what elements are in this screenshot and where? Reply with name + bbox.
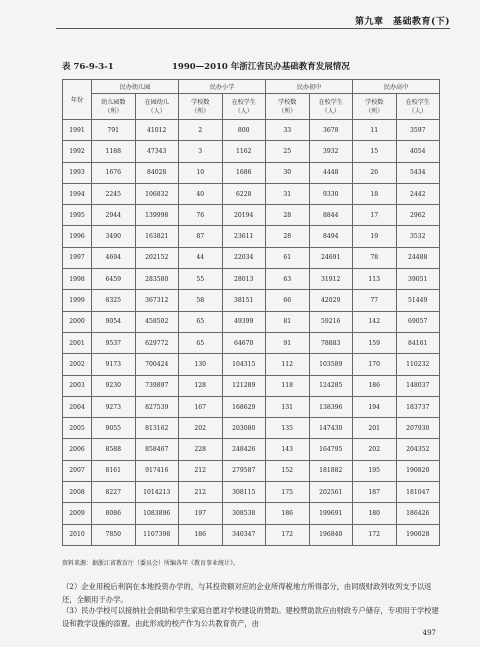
table-cell: 186426 (396, 503, 440, 524)
table-cell: 172 (353, 524, 397, 545)
table-cell: 6228 (222, 183, 266, 204)
table-cell: 33 (266, 120, 310, 141)
table-cell: 61 (266, 247, 310, 268)
table-cell: 112 (266, 354, 310, 375)
table-cell: 3678 (309, 120, 353, 141)
table-cell: 84028 (135, 162, 179, 183)
table-cell: 2245 (92, 183, 136, 204)
table-cell: 51449 (396, 290, 440, 311)
table-row (63, 311, 440, 332)
table-cell: 91 (266, 332, 310, 353)
table-cell: 19 (353, 226, 397, 247)
table-row (63, 439, 440, 460)
table-cell: 4694 (92, 247, 136, 268)
chapter-header: 第九章 基础教育(下) (354, 17, 450, 27)
table-cell: 172 (266, 524, 310, 545)
table-cell: 24488 (396, 247, 440, 268)
header-rule (56, 28, 450, 29)
table-cell: 11 (353, 120, 397, 141)
table-row (63, 290, 440, 311)
table-cell: 64670 (222, 332, 266, 353)
table-cell: 197 (179, 503, 223, 524)
table-cell: 139998 (135, 205, 179, 226)
table-cell: 186 (353, 375, 397, 396)
table-cell: 212 (179, 460, 223, 481)
table-cell: 800 (222, 120, 266, 141)
column-header: 学校数 （所） (179, 94, 223, 120)
table-cell: 7850 (92, 524, 136, 545)
table-cell: 183737 (396, 396, 440, 417)
table-cell: 77 (353, 290, 397, 311)
table-cell: 201 (353, 418, 397, 439)
table-cell: 30 (266, 162, 310, 183)
year-cell: 2002 (63, 354, 92, 375)
table-row (63, 503, 440, 524)
year-cell: 2005 (63, 418, 92, 439)
table-cell: 49399 (222, 311, 266, 332)
table-cell: 207930 (396, 418, 440, 439)
table-cell: 31912 (309, 269, 353, 290)
table-cell: 3597 (396, 120, 440, 141)
table-cell: 135 (266, 418, 310, 439)
table-cell: 130 (179, 354, 223, 375)
table-row (63, 482, 440, 503)
table-cell: 138396 (309, 396, 353, 417)
table-cell: 195 (353, 460, 397, 481)
year-cell: 2004 (63, 396, 92, 417)
table-cell: 175 (266, 482, 310, 503)
table-cell: 458502 (135, 311, 179, 332)
table-cell: 69057 (396, 311, 440, 332)
table-cell: 81 (266, 311, 310, 332)
table-cell: 65 (179, 311, 223, 332)
table-cell: 76 (179, 205, 223, 226)
table-cell: 15 (353, 141, 397, 162)
table-cell: 248426 (222, 439, 266, 460)
table-cell: 1107398 (135, 524, 179, 545)
table-cell: 917416 (135, 460, 179, 481)
table-row (63, 460, 440, 481)
table-cell: 55 (179, 269, 223, 290)
table-cell: 187 (353, 482, 397, 503)
table-row (63, 205, 440, 226)
table-cell: 143 (266, 439, 310, 460)
table-cell: 8494 (309, 226, 353, 247)
table-cell: 124285 (309, 375, 353, 396)
table-row (63, 226, 440, 247)
table-cell: 31 (266, 183, 310, 204)
table-cell: 739897 (135, 375, 179, 396)
table-row (63, 120, 440, 141)
table-cell: 18 (353, 183, 397, 204)
table-cell: 63 (266, 269, 310, 290)
table-row (63, 524, 440, 545)
table-cell: 858467 (135, 439, 179, 460)
table-cell: 181047 (396, 482, 440, 503)
table-cell: 20194 (222, 205, 266, 226)
table-cell: 202152 (135, 247, 179, 268)
table-cell: 28 (266, 226, 310, 247)
table-cell: 163821 (135, 226, 179, 247)
table-cell: 3532 (396, 226, 440, 247)
table-cell: 110232 (396, 354, 440, 375)
table-cell: 1188 (92, 141, 136, 162)
year-cell: 1994 (63, 183, 92, 204)
column-header: 学校数 （所） (266, 94, 310, 120)
table-cell: 4054 (396, 141, 440, 162)
table-cell: 128 (179, 375, 223, 396)
table-cell: 167 (179, 396, 223, 417)
table-row (63, 418, 440, 439)
year-cell: 1996 (63, 226, 92, 247)
year-cell: 2001 (63, 332, 92, 353)
table-cell: 26 (353, 162, 397, 183)
year-cell: 2010 (63, 524, 92, 545)
table-cell: 1162 (222, 141, 266, 162)
table-cell: 1014213 (135, 482, 179, 503)
year-cell: 2007 (63, 460, 92, 481)
table-cell: 47343 (135, 141, 179, 162)
group-header: 民办小学 (179, 80, 266, 94)
body-paragraph: （3）民办学校可以接纳社会捐助和学生家庭自愿对学校建设的赞助。建校赞助款应由财政专户储存，专项用于学校建设和教学设施的添置。由此形成的校产作为公共教育资产，由 (62, 606, 439, 628)
table-number: 表 76-9-3-1 (62, 62, 114, 72)
table-cell: 3932 (309, 141, 353, 162)
table-cell: 87 (179, 226, 223, 247)
table-cell: 186 (179, 524, 223, 545)
table-cell: 66 (266, 290, 310, 311)
table-cell: 113 (353, 269, 397, 290)
year-cell: 1998 (63, 269, 92, 290)
table-cell: 78883 (309, 332, 353, 353)
table-cell: 28013 (222, 269, 266, 290)
table-cell: 186 (266, 503, 310, 524)
table-cell: 9537 (92, 332, 136, 353)
year-cell: 1999 (63, 290, 92, 311)
table-title: 1990—2010 年浙江省民办基础教育发展情况 (172, 62, 350, 72)
column-header: 在园幼儿 （人） (135, 94, 179, 120)
page-number: 497 (422, 629, 436, 637)
table-row (63, 162, 440, 183)
table-row (63, 183, 440, 204)
table-cell: 106832 (135, 183, 179, 204)
table-row (63, 396, 440, 417)
table-cell: 202 (353, 439, 397, 460)
table-cell: 84161 (396, 332, 440, 353)
table-cell: 148037 (396, 375, 440, 396)
table-cell: 1676 (92, 162, 136, 183)
table-cell: 118 (266, 375, 310, 396)
table-cell: 202 (179, 418, 223, 439)
table-cell: 17 (353, 205, 397, 226)
table-cell: 42029 (309, 290, 353, 311)
table-cell: 121289 (222, 375, 266, 396)
table-cell: 9055 (92, 418, 136, 439)
table-cell: 8844 (309, 205, 353, 226)
table-cell: 367312 (135, 290, 179, 311)
table-cell: 279587 (222, 460, 266, 481)
table-cell: 142 (353, 311, 397, 332)
table-cell: 164795 (309, 439, 353, 460)
table-cell: 203080 (222, 418, 266, 439)
table-cell: 59216 (309, 311, 353, 332)
year-cell: 2003 (63, 375, 92, 396)
table-cell: 4448 (309, 162, 353, 183)
table-cell: 38151 (222, 290, 266, 311)
table-cell: 9273 (92, 396, 136, 417)
table-cell: 8325 (92, 290, 136, 311)
table-cell: 10 (179, 162, 223, 183)
group-header: 民办幼儿园 (92, 80, 179, 94)
table-cell: 181882 (309, 460, 353, 481)
table-cell: 9054 (92, 311, 136, 332)
table-row (63, 247, 440, 268)
table-cell: 104315 (222, 354, 266, 375)
table-cell: 308538 (222, 503, 266, 524)
table-cell: 1083896 (135, 503, 179, 524)
table-cell: 3 (179, 141, 223, 162)
table-cell: 23611 (222, 226, 266, 247)
year-cell: 1993 (63, 162, 92, 183)
table-cell: 65 (179, 332, 223, 353)
table-cell: 6459 (92, 269, 136, 290)
table-cell: 308115 (222, 482, 266, 503)
year-cell: 1992 (63, 141, 92, 162)
year-cell: 2006 (63, 439, 92, 460)
table-cell: 813162 (135, 418, 179, 439)
column-header: 幼儿园数 （所） (92, 94, 136, 120)
year-cell: 1991 (63, 120, 92, 141)
table-cell: 152 (266, 460, 310, 481)
table-cell: 103589 (309, 354, 353, 375)
table-cell: 283580 (135, 269, 179, 290)
table-cell: 8161 (92, 460, 136, 481)
table-cell: 827539 (135, 396, 179, 417)
table-cell: 2962 (396, 205, 440, 226)
table-cell: 9330 (309, 183, 353, 204)
table-cell: 5434 (396, 162, 440, 183)
table-cell: 168629 (222, 396, 266, 417)
table-cell: 202561 (309, 482, 353, 503)
table-source: 资料来源：据浙江省教育厅（委员会）所编各年《教育事业统计》。 (62, 560, 240, 567)
year-cell: 2009 (63, 503, 92, 524)
table-cell: 147430 (309, 418, 353, 439)
table-cell: 194 (353, 396, 397, 417)
table-cell: 8227 (92, 482, 136, 503)
table-cell: 340347 (222, 524, 266, 545)
table-cell: 159 (353, 332, 397, 353)
table-row (63, 269, 440, 290)
year-cell: 1997 (63, 247, 92, 268)
table-cell: 2 (179, 120, 223, 141)
table-cell: 3490 (92, 226, 136, 247)
table-cell: 629772 (135, 332, 179, 353)
column-header: 在校学生 （人） (222, 94, 266, 120)
table-row (63, 332, 440, 353)
table-cell: 190028 (396, 524, 440, 545)
table-cell: 9230 (92, 375, 136, 396)
table-cell: 1686 (222, 162, 266, 183)
table-cell: 39051 (396, 269, 440, 290)
table-cell: 58 (179, 290, 223, 311)
table-cell: 170 (353, 354, 397, 375)
table-cell: 196840 (309, 524, 353, 545)
table-cell: 204352 (396, 439, 440, 460)
table-cell: 22034 (222, 247, 266, 268)
table-cell: 180 (353, 503, 397, 524)
table-cell: 8588 (92, 439, 136, 460)
column-header: 在校学生 （人） (396, 94, 440, 120)
table-cell: 700424 (135, 354, 179, 375)
table-cell: 9173 (92, 354, 136, 375)
year-cell: 1995 (63, 205, 92, 226)
year-header: 年份 (63, 80, 92, 120)
table-cell: 8086 (92, 503, 136, 524)
table-cell: 199691 (309, 503, 353, 524)
column-header: 学校数 （所） (353, 94, 397, 120)
table-cell: 791 (92, 120, 136, 141)
table-row (63, 141, 440, 162)
table-cell: 212 (179, 482, 223, 503)
table-cell: 228 (179, 439, 223, 460)
table-cell: 2944 (92, 205, 136, 226)
year-cell: 2008 (63, 482, 92, 503)
table-cell: 24691 (309, 247, 353, 268)
group-header: 民办初中 (266, 80, 353, 94)
table-cell: 25 (266, 141, 310, 162)
table-cell: 40 (179, 183, 223, 204)
table-cell: 190820 (396, 460, 440, 481)
data-table (62, 79, 440, 546)
column-header: 在校学生 （人） (309, 94, 353, 120)
table-row (63, 354, 440, 375)
table-cell: 2442 (396, 183, 440, 204)
table-cell: 28 (266, 205, 310, 226)
table-cell: 41012 (135, 120, 179, 141)
table-row (63, 375, 440, 396)
year-cell: 2000 (63, 311, 92, 332)
table-cell: 44 (179, 247, 223, 268)
group-header: 民办高中 (353, 80, 440, 94)
table-cell: 78 (353, 247, 397, 268)
body-paragraph: （2）企业用税后利润在本地投资办学的，与其投资额对应的企业所得税地方所得部分，由同级财政列收列支予以返还，全额用于办学。 (62, 582, 432, 604)
table-cell: 131 (266, 396, 310, 417)
